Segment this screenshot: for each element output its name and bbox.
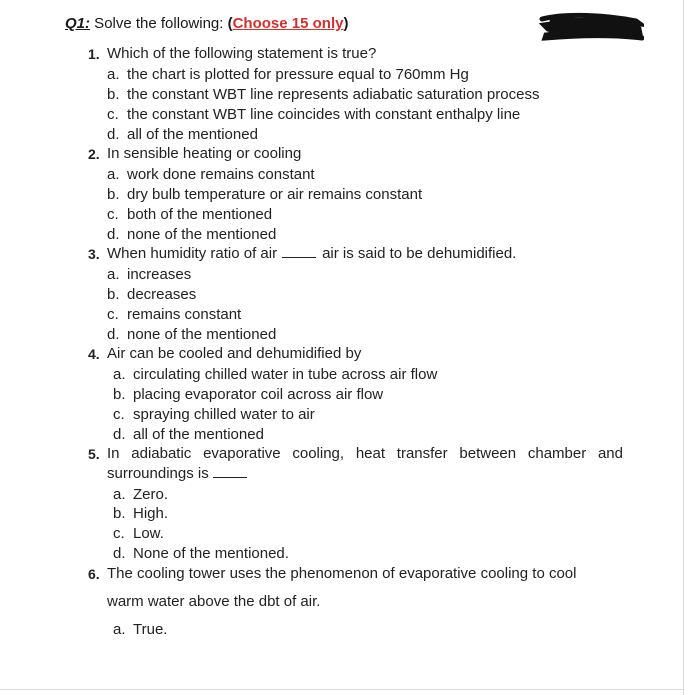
option-letter: d. <box>113 426 126 443</box>
option-letter: d. <box>107 126 120 143</box>
option-letter: c. <box>113 525 125 542</box>
option-item <box>113 366 437 383</box>
option-item <box>113 621 167 638</box>
option-letter: a. <box>113 486 126 503</box>
heading-paren-close: ) <box>343 15 349 32</box>
option-letter: b. <box>107 86 120 103</box>
question-text-before-blank: When humidity ratio of air <box>107 245 278 262</box>
option-item <box>107 166 315 183</box>
option-item <box>107 86 539 103</box>
option-item <box>113 426 264 443</box>
option-letter: d. <box>107 226 120 243</box>
option-item <box>113 525 164 542</box>
heading-text: Solve the following: <box>90 15 228 32</box>
question-number: 6. <box>88 566 100 582</box>
option-text: None of the mentioned. <box>133 545 289 562</box>
option-text: none of the mentioned <box>127 326 277 343</box>
option-letter: b. <box>107 286 120 303</box>
option-item <box>107 126 258 143</box>
option-letter: c. <box>107 306 119 323</box>
option-item <box>107 206 272 223</box>
option-item <box>107 186 422 203</box>
question-number: 2. <box>88 146 100 162</box>
option-letter: d. <box>107 326 120 343</box>
option-text: work done remains constant <box>127 166 315 183</box>
option-item <box>113 505 168 522</box>
heading-paren-open: ( <box>227 15 233 32</box>
option-item <box>113 406 315 423</box>
option-letter: a. <box>107 266 120 283</box>
question-number: 3. <box>88 246 100 262</box>
option-item <box>107 286 196 303</box>
option-letter: d. <box>113 545 126 562</box>
option-text: circulating chilled water in tube across air flow <box>133 366 438 383</box>
answer-blank <box>213 465 247 478</box>
section-heading <box>65 15 348 32</box>
option-text: dry bulb temperature or air remains constant <box>127 186 423 203</box>
question-text: Which of the following statement is true? <box>107 45 377 62</box>
question-text <box>107 245 516 262</box>
option-letter: a. <box>113 621 126 638</box>
page-edge-bottom <box>0 689 684 690</box>
question-text-continued: warm water above the dbt of air. <box>107 593 321 610</box>
option-letter: c. <box>107 206 119 223</box>
option-letter: a. <box>107 166 120 183</box>
option-letter: a. <box>113 366 126 383</box>
question-text-after-blank: air is said to be dehumidified. <box>322 245 517 262</box>
option-text: High. <box>133 505 169 522</box>
option-text: the chart is plotted for pressure equal to 760mm Hg <box>127 66 469 83</box>
option-text: True. <box>133 621 168 638</box>
option-text: all of the mentioned <box>127 126 258 143</box>
option-letter: c. <box>113 406 125 423</box>
answer-blank <box>282 245 316 258</box>
question-number: 1. <box>88 46 100 62</box>
page-edge-right <box>683 0 684 695</box>
redaction-scribble <box>536 10 644 44</box>
question-text: Air can be cooled and dehumidified by <box>107 345 362 362</box>
option-item <box>107 306 241 323</box>
option-text: the constant WBT line represents adiabatic saturation process <box>127 86 540 103</box>
option-text: none of the mentioned <box>127 226 277 243</box>
option-text: Low. <box>133 525 164 542</box>
option-item <box>113 486 168 503</box>
option-text: the constant WBT line coincides with constant enthalpy line <box>127 106 521 123</box>
option-text: both of the mentioned <box>127 206 273 223</box>
option-item <box>107 266 191 283</box>
question-text-continued <box>107 465 247 482</box>
question-text: In sensible heating or cooling <box>107 145 302 162</box>
option-text: decreases <box>127 286 197 303</box>
question-number: 4. <box>88 346 100 362</box>
option-text: Zero. <box>133 486 169 503</box>
option-item <box>107 66 469 83</box>
question-text: In adiabatic evaporative cooling, heat transfer between chamber and <box>107 445 623 462</box>
option-letter: c. <box>107 106 119 123</box>
option-letter: a. <box>107 66 120 83</box>
option-text: remains constant <box>127 306 242 323</box>
option-letter: b. <box>113 386 126 403</box>
option-item <box>107 226 276 243</box>
question-text: The cooling tower uses the phenomenon of evaporative cooling to cool <box>107 565 577 582</box>
choose-instruction: Choose 15 only <box>232 15 344 32</box>
question-text-line2: surroundings is <box>107 465 209 482</box>
option-item <box>107 326 276 343</box>
option-text: spraying chilled water to air <box>133 406 315 423</box>
question-group-label: Q1: <box>65 15 91 32</box>
option-letter: b. <box>107 186 120 203</box>
option-text: increases <box>127 266 192 283</box>
option-item <box>113 386 383 403</box>
option-text: all of the mentioned <box>133 426 264 443</box>
option-letter: b. <box>113 505 126 522</box>
option-text: placing evaporator coil across air flow <box>133 386 384 403</box>
option-item <box>113 545 289 562</box>
question-number: 5. <box>88 446 100 462</box>
option-item <box>107 106 520 123</box>
